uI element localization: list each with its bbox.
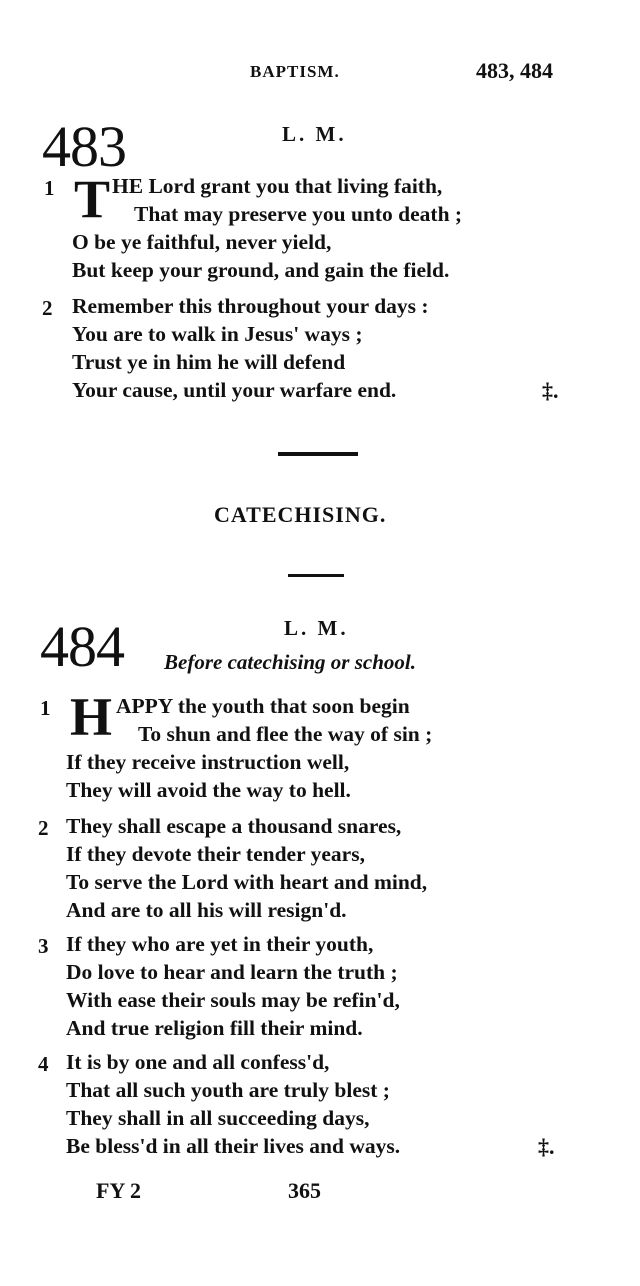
hymn-483-verse-1-line-1: HE Lord grant you that living faith,: [112, 174, 443, 198]
section-divider-bottom: [288, 574, 344, 577]
hymn-484-verse-3-line-2: Do love to hear and learn the truth ;: [66, 960, 398, 984]
hymn-484-subtitle: Before catechising or school.: [164, 650, 416, 674]
hymn-483-verse-2-line-4: Your cause, until your warfare end.: [72, 378, 397, 402]
hymn-484-verse-2-number: 2: [38, 816, 49, 840]
hymn-484-verse-3-number: 3: [38, 934, 49, 958]
hymn-484-dropcap: H: [70, 687, 113, 747]
running-head-section: BAPTISM.: [250, 62, 340, 81]
hymn-484-verse-4-line-4: Be bless'd in all their lives and ways.: [66, 1134, 401, 1158]
hymn-484-verse-2-line-1: They shall escape a thousand snares,: [66, 814, 402, 838]
page-number: 365: [288, 1178, 321, 1203]
hymn-484-verse-4-number: 4: [38, 1052, 49, 1076]
hymn-484-meter: L. M.: [284, 616, 349, 640]
section-heading: CATECHISING.: [214, 502, 387, 527]
hymn-483-number: 483: [42, 114, 126, 179]
hymn-484-verse-4-line-3: They shall in all succeeding days,: [66, 1106, 370, 1130]
signature-mark: FY 2: [96, 1178, 142, 1203]
hymn-484-end-mark: ‡.: [538, 1134, 555, 1159]
hymn-483-verse-2-line-3: Trust ye in him he will defend: [72, 350, 346, 374]
hymn-484-verse-1-number: 1: [40, 696, 51, 720]
hymn-483-verse-1-line-2: That may preserve you unto death ;: [134, 202, 463, 226]
hymn-483-meter: L. M.: [282, 122, 347, 146]
hymn-483-verse-1-number: 1: [44, 176, 55, 200]
hymn-484-verse-3-line-4: And true religion fill their mind.: [66, 1016, 363, 1040]
hymn-484-verse-4-line-1: It is by one and all confess'd,: [66, 1050, 330, 1074]
hymn-484-verse-3-line-3: With ease their souls may be refin'd,: [66, 988, 400, 1012]
section-divider-top: [278, 452, 358, 456]
hymn-484-verse-1-line-2: To shun and flee the way of sin ;: [138, 722, 433, 746]
hymn-483-verse-1-line-4: But keep your ground, and gain the field.: [72, 258, 450, 282]
hymn-483-verse-1-line-3: O be ye faithful, never yield,: [72, 230, 332, 254]
hymn-483-verse-2-line-1: Remember this throughout your days :: [72, 294, 429, 318]
hymn-484-verse-1-line-4: They will avoid the way to hell.: [66, 778, 351, 802]
hymn-484-verse-3-line-1: If they who are yet in their youth,: [66, 932, 374, 956]
running-head-hymn-range: 483, 484: [476, 58, 553, 83]
hymn-483-dropcap: T: [74, 169, 111, 229]
hymn-484-verse-4-line-2: That all such youth are truly blest ;: [66, 1078, 390, 1102]
hymn-483-end-mark: ‡.: [542, 378, 559, 403]
hymn-483-verse-2-number: 2: [42, 296, 53, 320]
hymn-484-verse-2-line-4: And are to all his will resign'd.: [66, 898, 347, 922]
hymn-484-verse-1-line-1: APPY the youth that soon begin: [116, 694, 410, 718]
hymn-484-verse-2-line-2: If they devote their tender years,: [66, 842, 365, 866]
hymn-484-number: 484: [40, 614, 124, 679]
hymn-484-verse-2-line-3: To serve the Lord with heart and mind,: [66, 870, 428, 894]
hymn-484-verse-1-line-3: If they receive instruction well,: [66, 750, 350, 774]
hymn-483-verse-2-line-2: You are to walk in Jesus' ways ;: [72, 322, 363, 346]
